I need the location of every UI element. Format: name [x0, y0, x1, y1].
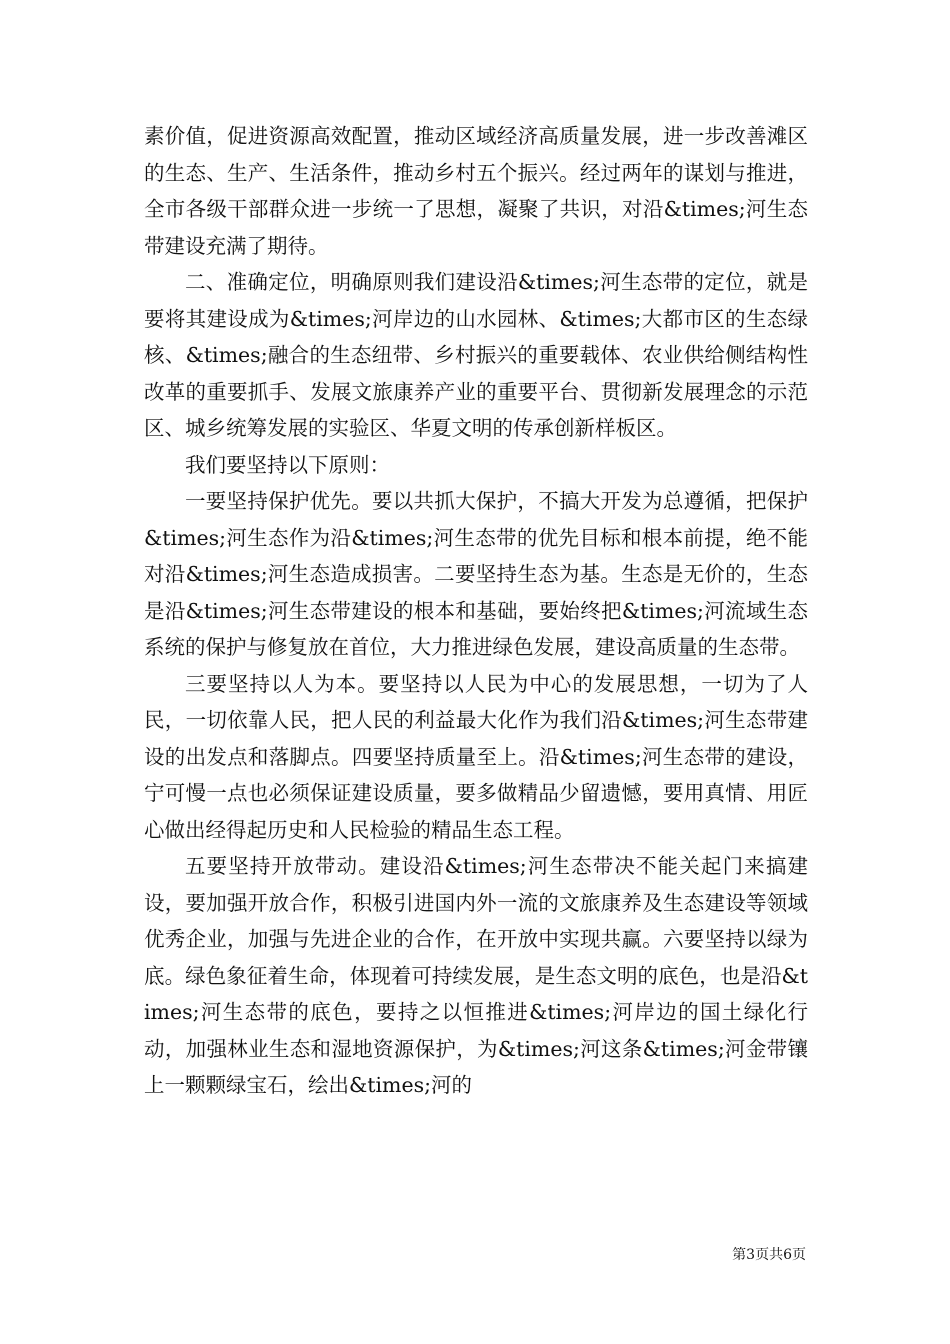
paragraph-principles-intro: 我们要坚持以下原则：: [185, 452, 390, 477]
paragraph-principles-3-4: 三要坚持以人为本。要坚持以人民为中心的发展思想，一切为了人民，一切依靠人民，把人民的利益最大化作为我们沿&times;河生态带建设的出发点和落脚点。四要坚持质量至上。沿&times;河生态带的建设，宁可慢一点也必须保证建设质量，要多做精品少留遗憾，要用真情、用匠心做出经得起历史和人民检验的精品生态工程。: [144, 671, 808, 842]
paragraph-principles-1-2: 一要坚持保护优先。要以共抓大保护，不搞大开发为总遵循，把保护&times;河生态作为沿&times;河生态带的优先目标和根本前提，绝不能对沿&times;河生态造成损害。二要坚持生态为基。生态是无价的，生态是沿&times;河生态带建设的根本和基础，要始终把&times;河流域生态系统的保护与修复放在首位，大力推进绿色发展，建设高质量的生态带。: [144, 489, 808, 659]
page-number: 第3页共6页: [732, 1247, 806, 1263]
paragraph-continuation: 素价值，促进资源高效配置，推动区域经济高质量发展，进一步改善滩区的生态、生产、生活条件，推动乡村五个振兴。经过两年的谋划与推进，全市各级干部群众进一步统一了思想，凝聚了共识，对沿&times;河生态带建设充满了期待。: [144, 124, 808, 258]
paragraph-principles-5-6: 五要坚持开放带动。建设沿&times;河生态带决不能关起门来搞建设，要加强开放合作，积极引进国内外一流的文旅康养及生态建设等领域优秀企业，加强与先进企业的合作，在开放中实现共赢。六要坚持以绿为底。绿色象征着生命，体现着可持续发展，是生态文明的底色，也是沿&times;河生态带的底色，要持之以恒推进&times;河岸边的国土绿化行动，加强林业生态和湿地资源保护，为&times;河这条&times;河金带镶上一颗颗绿宝石，绘出&times;河的: [144, 854, 808, 1097]
document-body: [144, 118, 808, 1104]
paragraph-positioning: 二、准确定位，明确原则我们建设沿&times;河生态带的定位，就是要将其建设成为&times;河岸边的山水园林、&times;大都市区的生态绿核、&times;融合的生态纽带、乡村振兴的重要载体、农业供给侧结构性改革的重要抓手、发展文旅康养产业的重要平台、贯彻新发展理念的示范区、城乡统筹发展的实验区、华夏文明的传承创新样板区。: [144, 270, 808, 440]
